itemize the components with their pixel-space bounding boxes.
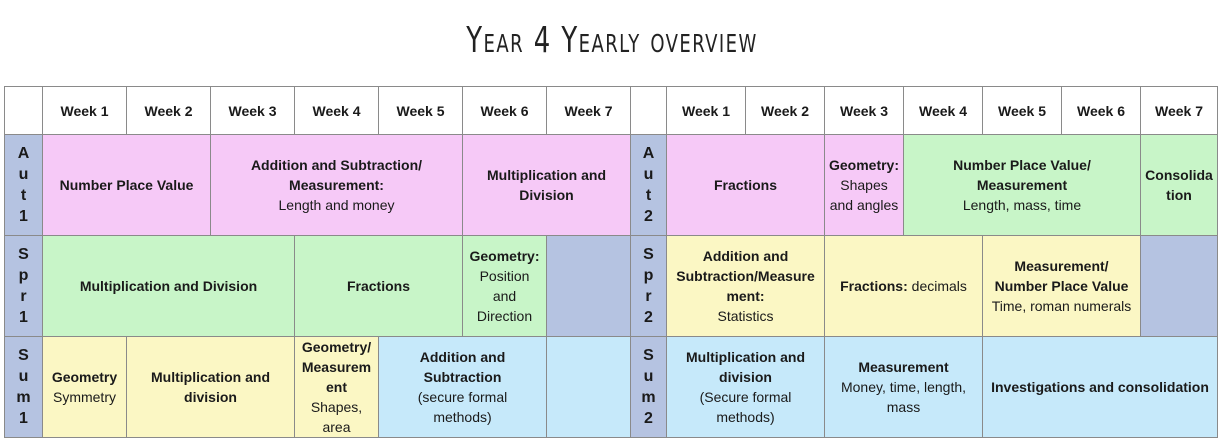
spr1-geometry: Geometry: Position and Direction bbox=[462, 235, 547, 337]
sum1-multiplication-division: Multiplication and division bbox=[126, 336, 295, 438]
header-week-left-1: Week 1 bbox=[42, 86, 127, 135]
yearly-overview-table bbox=[4, 86, 1218, 438]
term-letter: u bbox=[643, 368, 654, 385]
header-week-left-3: Week 3 bbox=[210, 86, 295, 135]
term-letter: 2 bbox=[644, 410, 653, 427]
aut1-multiplication-division: Multiplication and Division bbox=[462, 134, 631, 236]
header-corner-left bbox=[4, 86, 43, 135]
term-letter: r bbox=[20, 288, 27, 305]
aut1-number-place-value: Number Place Value bbox=[42, 134, 211, 236]
aut2-fractions: Fractions bbox=[666, 134, 825, 236]
spr1-empty-week7 bbox=[546, 235, 631, 337]
header-corner-right bbox=[630, 86, 667, 135]
sum1-geometry-measurement: Geometry/ Measurem ent Shapes, area bbox=[294, 336, 379, 438]
sum1-addition-subtraction: Addition and Subtraction (secure formal methods) bbox=[378, 336, 547, 438]
sum2-multiplication-division: Multiplication and division (Secure formal methods) bbox=[666, 336, 825, 438]
term-letter: t bbox=[20, 187, 27, 204]
header-week-right-3: Week 3 bbox=[824, 86, 904, 135]
aut2-number-place-value-measurement: Number Place Value/ Measurement Length, mass, time bbox=[903, 134, 1141, 236]
sum1-geometry: Geometry Symmetry bbox=[42, 336, 127, 438]
header-week-right-6: Week 6 bbox=[1061, 86, 1141, 135]
term-label-aut1 bbox=[4, 134, 43, 236]
term-letter: S bbox=[643, 347, 654, 364]
header-week-left-4: Week 4 bbox=[294, 86, 379, 135]
header-week-left-5: Week 5 bbox=[378, 86, 463, 135]
term-letter: u bbox=[643, 166, 654, 183]
term-letter: 2 bbox=[644, 309, 653, 326]
term-label-aut2 bbox=[630, 134, 667, 236]
term-letter: m bbox=[16, 389, 31, 406]
term-letter: t bbox=[645, 187, 652, 204]
aut2-geometry: Geometry: Shapes and angles bbox=[824, 134, 904, 236]
term-letter: S bbox=[643, 246, 654, 263]
term-letter: S bbox=[18, 347, 29, 364]
page-title: Year 4 Yearly overview bbox=[466, 20, 758, 61]
spr2-empty-week7 bbox=[1140, 235, 1218, 337]
term-letter: 1 bbox=[19, 208, 28, 225]
term-label-spr1 bbox=[4, 235, 43, 337]
spr1-multiplication-division: Multiplication and Division bbox=[42, 235, 295, 337]
term-letter: p bbox=[643, 267, 654, 284]
header-week-right-1: Week 1 bbox=[666, 86, 746, 135]
term-letter: m bbox=[641, 389, 656, 406]
header-week-right-7: Week 7 bbox=[1140, 86, 1218, 135]
header-week-right-5: Week 5 bbox=[982, 86, 1062, 135]
spr2-fractions-decimals: Fractions: decimals bbox=[824, 235, 983, 337]
spr2-measurement-npv: Measurement/ Number Place Value Time, roman numerals bbox=[982, 235, 1141, 337]
term-letter: p bbox=[18, 267, 29, 284]
term-letter: 1 bbox=[19, 309, 28, 326]
sum2-investigations-consolidation: Investigations and consolidation bbox=[982, 336, 1218, 438]
term-letter: 1 bbox=[19, 410, 28, 427]
aut1-addition-subtraction: Addition and Subtraction/ Measurement: Length and money bbox=[210, 134, 463, 236]
term-letter: S bbox=[18, 246, 29, 263]
term-label-sum1 bbox=[4, 336, 43, 438]
header-week-left-7: Week 7 bbox=[546, 86, 631, 135]
aut2-consolidation: Consolida tion bbox=[1140, 134, 1218, 236]
header-week-right-4: Week 4 bbox=[903, 86, 983, 135]
term-label-sum2 bbox=[630, 336, 667, 438]
term-letter: A bbox=[17, 145, 30, 162]
sum1-empty-week7 bbox=[546, 336, 631, 438]
term-letter: A bbox=[642, 145, 655, 162]
term-letter: u bbox=[18, 368, 29, 385]
spr2-addition-subtraction: Addition and Subtraction/Measure ment: Statistics bbox=[666, 235, 825, 337]
term-letter: 2 bbox=[644, 208, 653, 225]
header-week-right-2: Week 2 bbox=[745, 86, 825, 135]
spr1-fractions: Fractions bbox=[294, 235, 463, 337]
term-label-spr2 bbox=[630, 235, 667, 337]
term-letter: u bbox=[18, 166, 29, 183]
header-week-left-2: Week 2 bbox=[126, 86, 211, 135]
header-week-left-6: Week 6 bbox=[462, 86, 547, 135]
sum2-measurement: Measurement Money, time, length, mass bbox=[824, 336, 983, 438]
term-letter: r bbox=[645, 288, 652, 305]
